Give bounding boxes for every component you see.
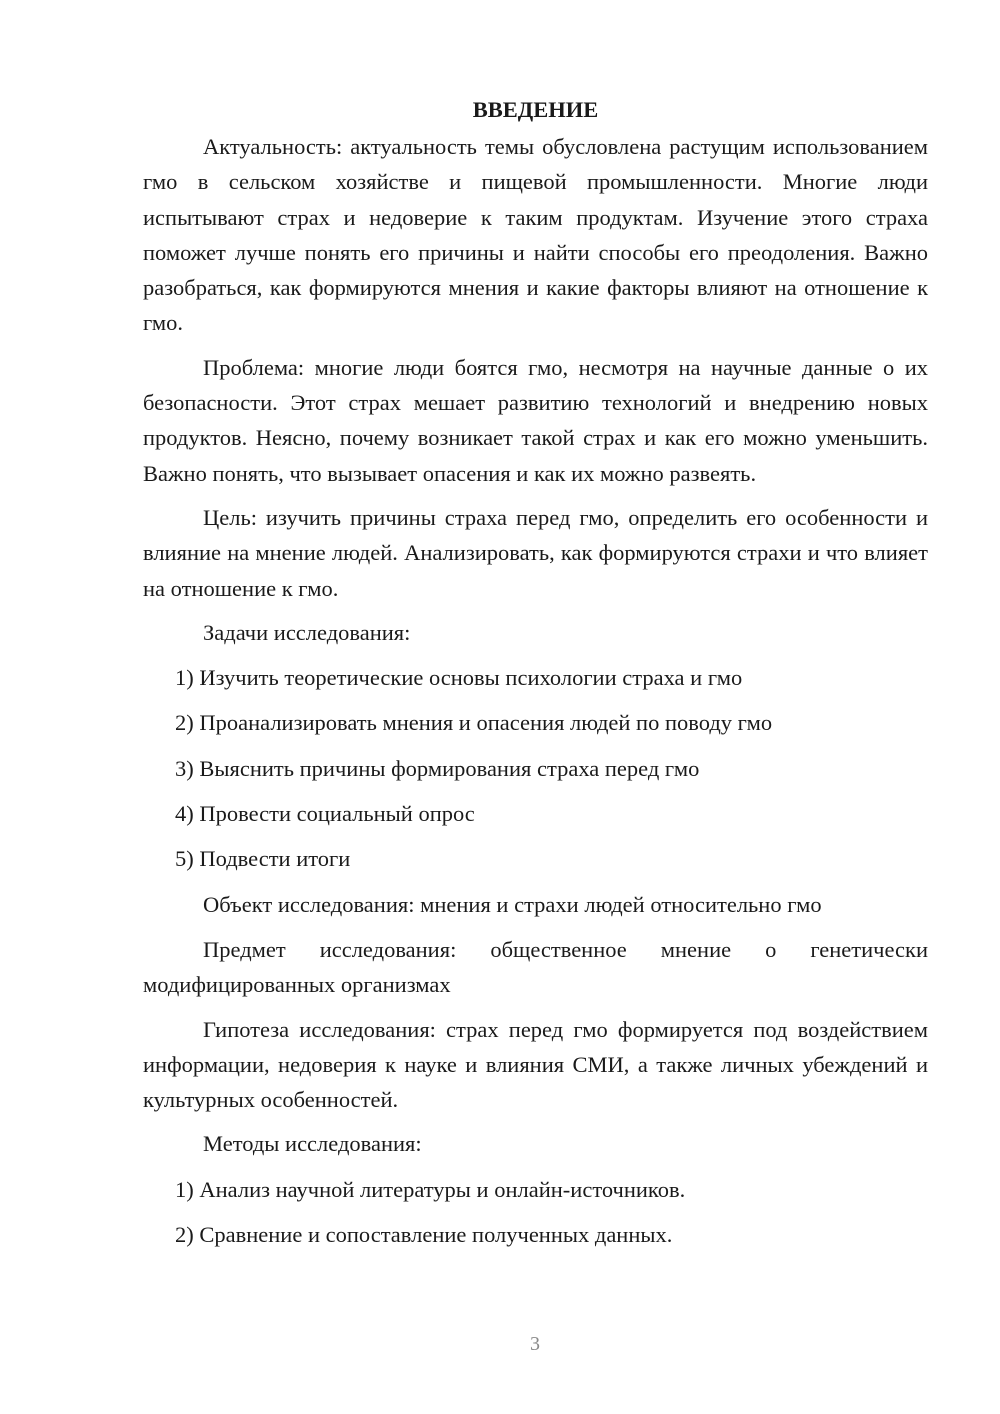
list-item: 1) Изучить теоретические основы психологии страха и гмо [175,665,743,691]
page-number: 3 [530,1333,540,1355]
list-item: 4) Провести социальный опрос [175,801,475,827]
methods-label: Методы исследования: [203,1131,422,1157]
object-paragraph: Объект исследования: мнения и страхи людей относительно гмо [203,891,822,917]
goal-paragraph: Цель: изучить причины страха перед гмо, определить его особенности и влияние на мнение людей. Анализировать, как формируются страхи и что влияет на отношение к гмо. [143,504,928,601]
section-title: ВВЕДЕНИЕ [472,97,599,122]
methods-list [143,1172,928,1253]
list-item: 1) Анализ научной литературы и онлайн-источников. [175,1176,686,1202]
problem-paragraph: Проблема: многие люди боятся гмо, несмотря на научные данные о их безопасности. Этот страх мешает развитию технологий и внедрению новых продуктов. Неясно, почему возникает такой страх и как его можно уменьшить. Важно понять, что вызывает опасения и как их можно развеять. [143,354,928,486]
list-item: 2) Проанализировать мнения и опасения людей по поводу гмо [175,710,773,736]
relevance-paragraph: Актуальность: актуальность темы обусловлена растущим использованием гмо в сельском хозяйстве и пищевой промышленности. Многие люди испытывают страх и недоверие к таким продуктам. Изучение этого страха поможет лучше понять его причины и найти способы его преодоления. Важно разобраться, как формируются мнения и какие факторы влияют на отношение к гмо. [143,134,928,336]
tasks-list [143,660,928,876]
list-item: 5) Подвести итоги [175,846,351,872]
tasks-label: Задачи исследования: [203,619,411,645]
hypothesis-paragraph: Гипотеза исследования: страх перед гмо формируется под воздействием информации, недоверия к науке и влияния СМИ, а также личных убеждений и культурных особенностей. [143,1016,928,1113]
document-page [143,92,928,1262]
list-item: 2) Сравнение и сопоставление полученных данных. [175,1222,673,1248]
list-item: 3) Выяснить причины формирования страха перед гмо [175,755,700,781]
subject-paragraph: Предмет исследования: общественное мнение о генетически модифицированных организмах [143,936,928,998]
